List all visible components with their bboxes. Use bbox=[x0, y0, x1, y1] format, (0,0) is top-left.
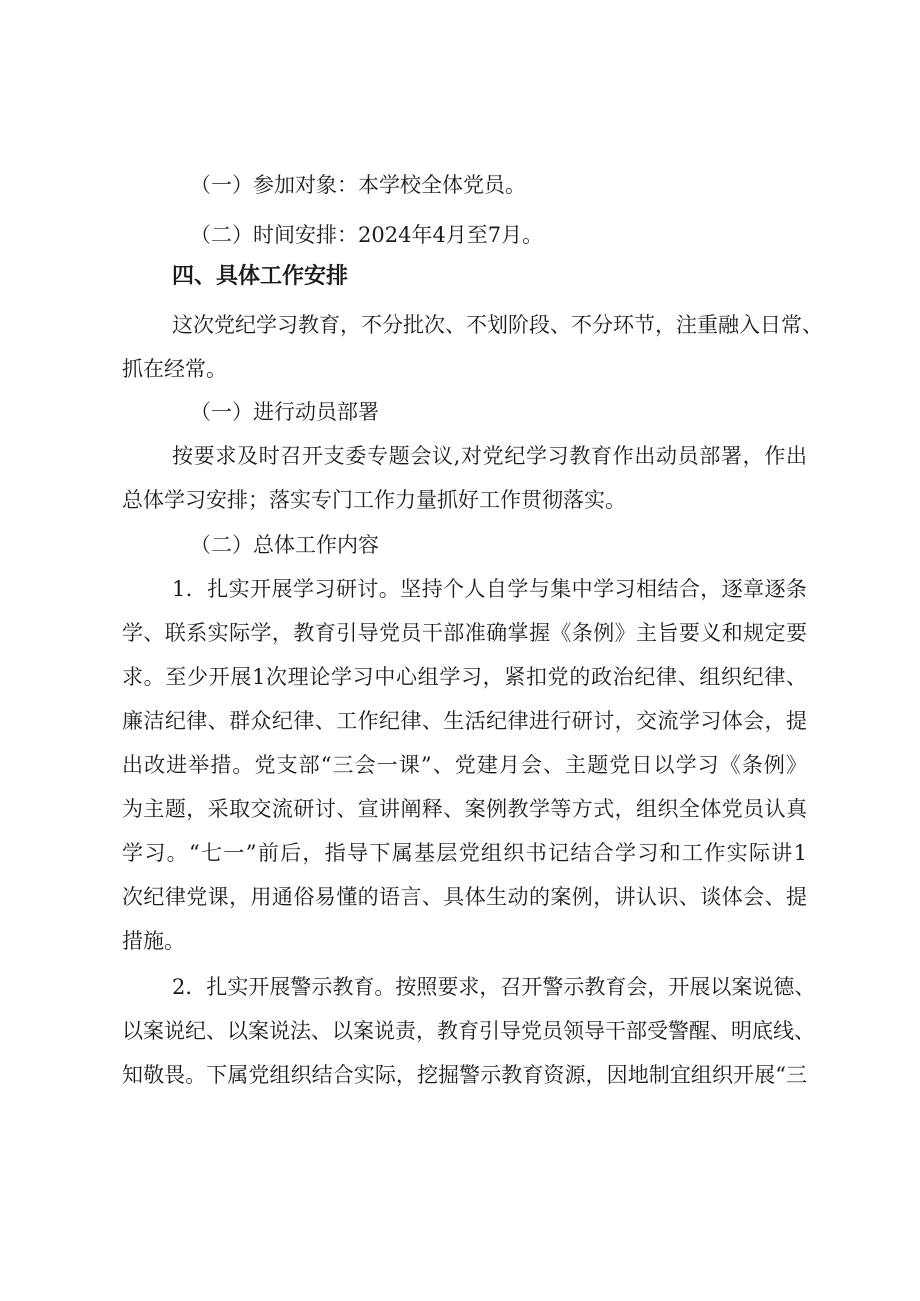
mobilize-line-1: 按要求及时召开支委专题会议,对党纪学习教育作出动员部署，作出 bbox=[172, 444, 807, 468]
point1-line-9: 措施。 bbox=[122, 929, 185, 953]
point2-line-1: 2．扎实开展警示教育。按照要求，召开警示教育会，开展以案说德、 bbox=[172, 975, 816, 999]
point1-line-4: 廉洁纪律、群众纪律、工作纪律、生活纪律进行研讨，交流学习体会，提 bbox=[122, 709, 807, 733]
point1-line-1: 1．扎实开展学习研讨。坚持个人自学与集中学习相结合，逐章逐条 bbox=[172, 577, 807, 601]
point1-line-6: 为主题，采取交流研讨、宣讲阐释、案例教学等方式，组织全体党员认真 bbox=[122, 797, 807, 821]
section-four-heading: 四、具体工作安排 bbox=[172, 264, 349, 289]
point1-line-5: 出改进举措。党支部“三会一课”、党建月会、主题党日以学习《条例》 bbox=[122, 753, 807, 777]
subsection-mobilize: （一）进行动员部署 bbox=[190, 400, 379, 424]
point1-line-2: 学、联系实际学，教育引导党员干部准确掌握《条例》主旨要义和规定要 bbox=[122, 621, 807, 645]
point2-line-2: 以案说纪、以案说法、以案说责，教育引导党员领导干部受警醒、明底线、 bbox=[122, 1019, 815, 1043]
intro-line-1: 这次党纪学习教育，不分批次、不划阶段、不分环节，注重融入日常、 bbox=[172, 313, 823, 337]
subsection-content: （二）总体工作内容 bbox=[190, 533, 379, 557]
point1-line-7: 学习。“七一”前后，指导下属基层党组织书记结合学习和工作实际讲1 bbox=[122, 841, 807, 865]
item-schedule: （二）时间安排：2024年4月至7月。 bbox=[190, 223, 544, 247]
item-participants: （一）参加对象：本学校全体党员。 bbox=[190, 173, 526, 197]
point1-line-3: 求。至少开展1次理论学习中心组学习，紧扣党的政治纪律、组织纪律、 bbox=[122, 665, 807, 689]
point2-line-3: 知敬畏。下属党组织结合实际，挖掘警示教育资源，因地制宜组织开展“三 bbox=[122, 1063, 807, 1087]
intro-line-2: 抓在经常。 bbox=[122, 357, 227, 381]
point1-line-8: 次纪律党课，用通俗易懂的语言、具体生动的案例，讲认识、谈体会、提 bbox=[122, 885, 807, 909]
mobilize-line-2: 总体学习安排；落实专门工作力量抓好工作贯彻落实。 bbox=[122, 488, 626, 512]
